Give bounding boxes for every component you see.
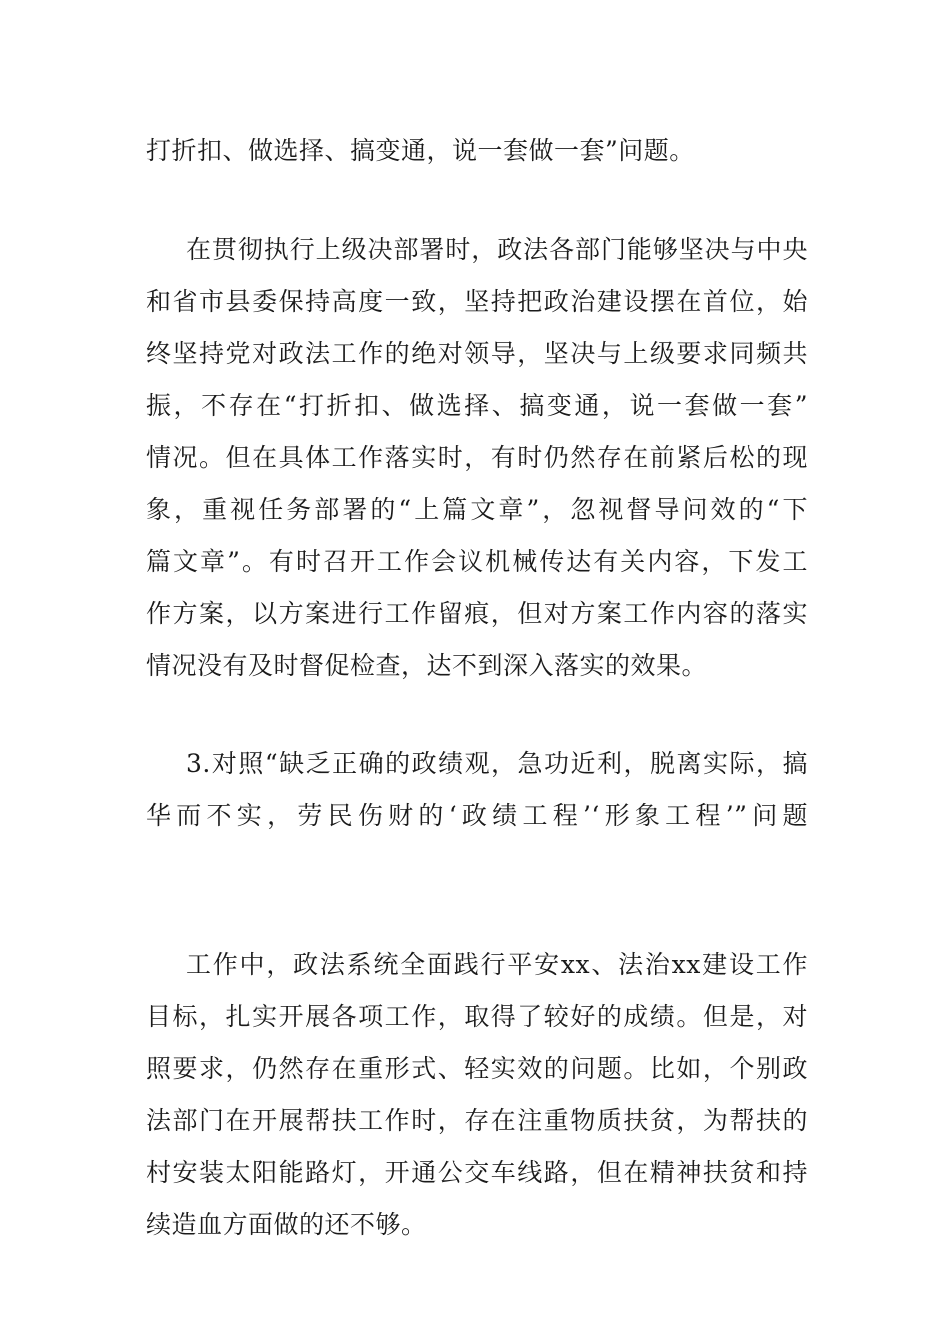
text-line: 工作中，政法系统全面践行平安xx、法治xx建设工作	[186, 950, 808, 979]
section-heading-line: 华而不实，劳民伤财的‘政绩工程’‘形象工程’”问题	[146, 801, 808, 830]
section-heading-line: 3.对照“缺乏正确的政绩观，急功近利，脱离实际，搞	[186, 749, 808, 778]
text-line: 振，不存在“打折扣、做选择、搞变通，说一套做一套”	[146, 391, 808, 420]
text-line: 情况。但在具体工作落实时，有时仍然存在前紧后松的现	[146, 443, 808, 472]
text-line: 打折扣、做选择、搞变通，说一套做一套”问题。	[146, 136, 695, 165]
text-line: 目标，扎实开展各项工作，取得了较好的成绩。但是，对	[146, 1002, 808, 1031]
text-line: 照要求，仍然存在重形式、轻实效的问题。比如，个别政	[146, 1054, 808, 1083]
text-line: 村安装太阳能路灯，开通公交车线路，但在精神扶贫和持	[146, 1158, 808, 1187]
text-line: 篇文章”。有时召开工作会议机械传达有关内容，下发工	[146, 547, 808, 576]
text-line: 象，重视任务部署的“上篇文章”，忽视督导问效的“下	[146, 495, 808, 524]
text-line: 终坚持党对政法工作的绝对领导，坚决与上级要求同频共	[146, 339, 808, 368]
text-line: 续造血方面做的还不够。	[146, 1210, 427, 1239]
text-line: 作方案，以方案进行工作留痕，但对方案工作内容的落实	[146, 599, 808, 628]
text-line: 法部门在开展帮扶工作时，存在注重物质扶贫，为帮扶的	[146, 1106, 808, 1135]
text-line: 和省市县委保持高度一致，坚持把政治建设摆在首位，始	[146, 287, 808, 316]
text-line: 在贯彻执行上级决部署时，政法各部门能够坚决与中央	[186, 235, 808, 264]
text-line: 情况没有及时督促检查，达不到深入落实的效果。	[146, 651, 708, 680]
